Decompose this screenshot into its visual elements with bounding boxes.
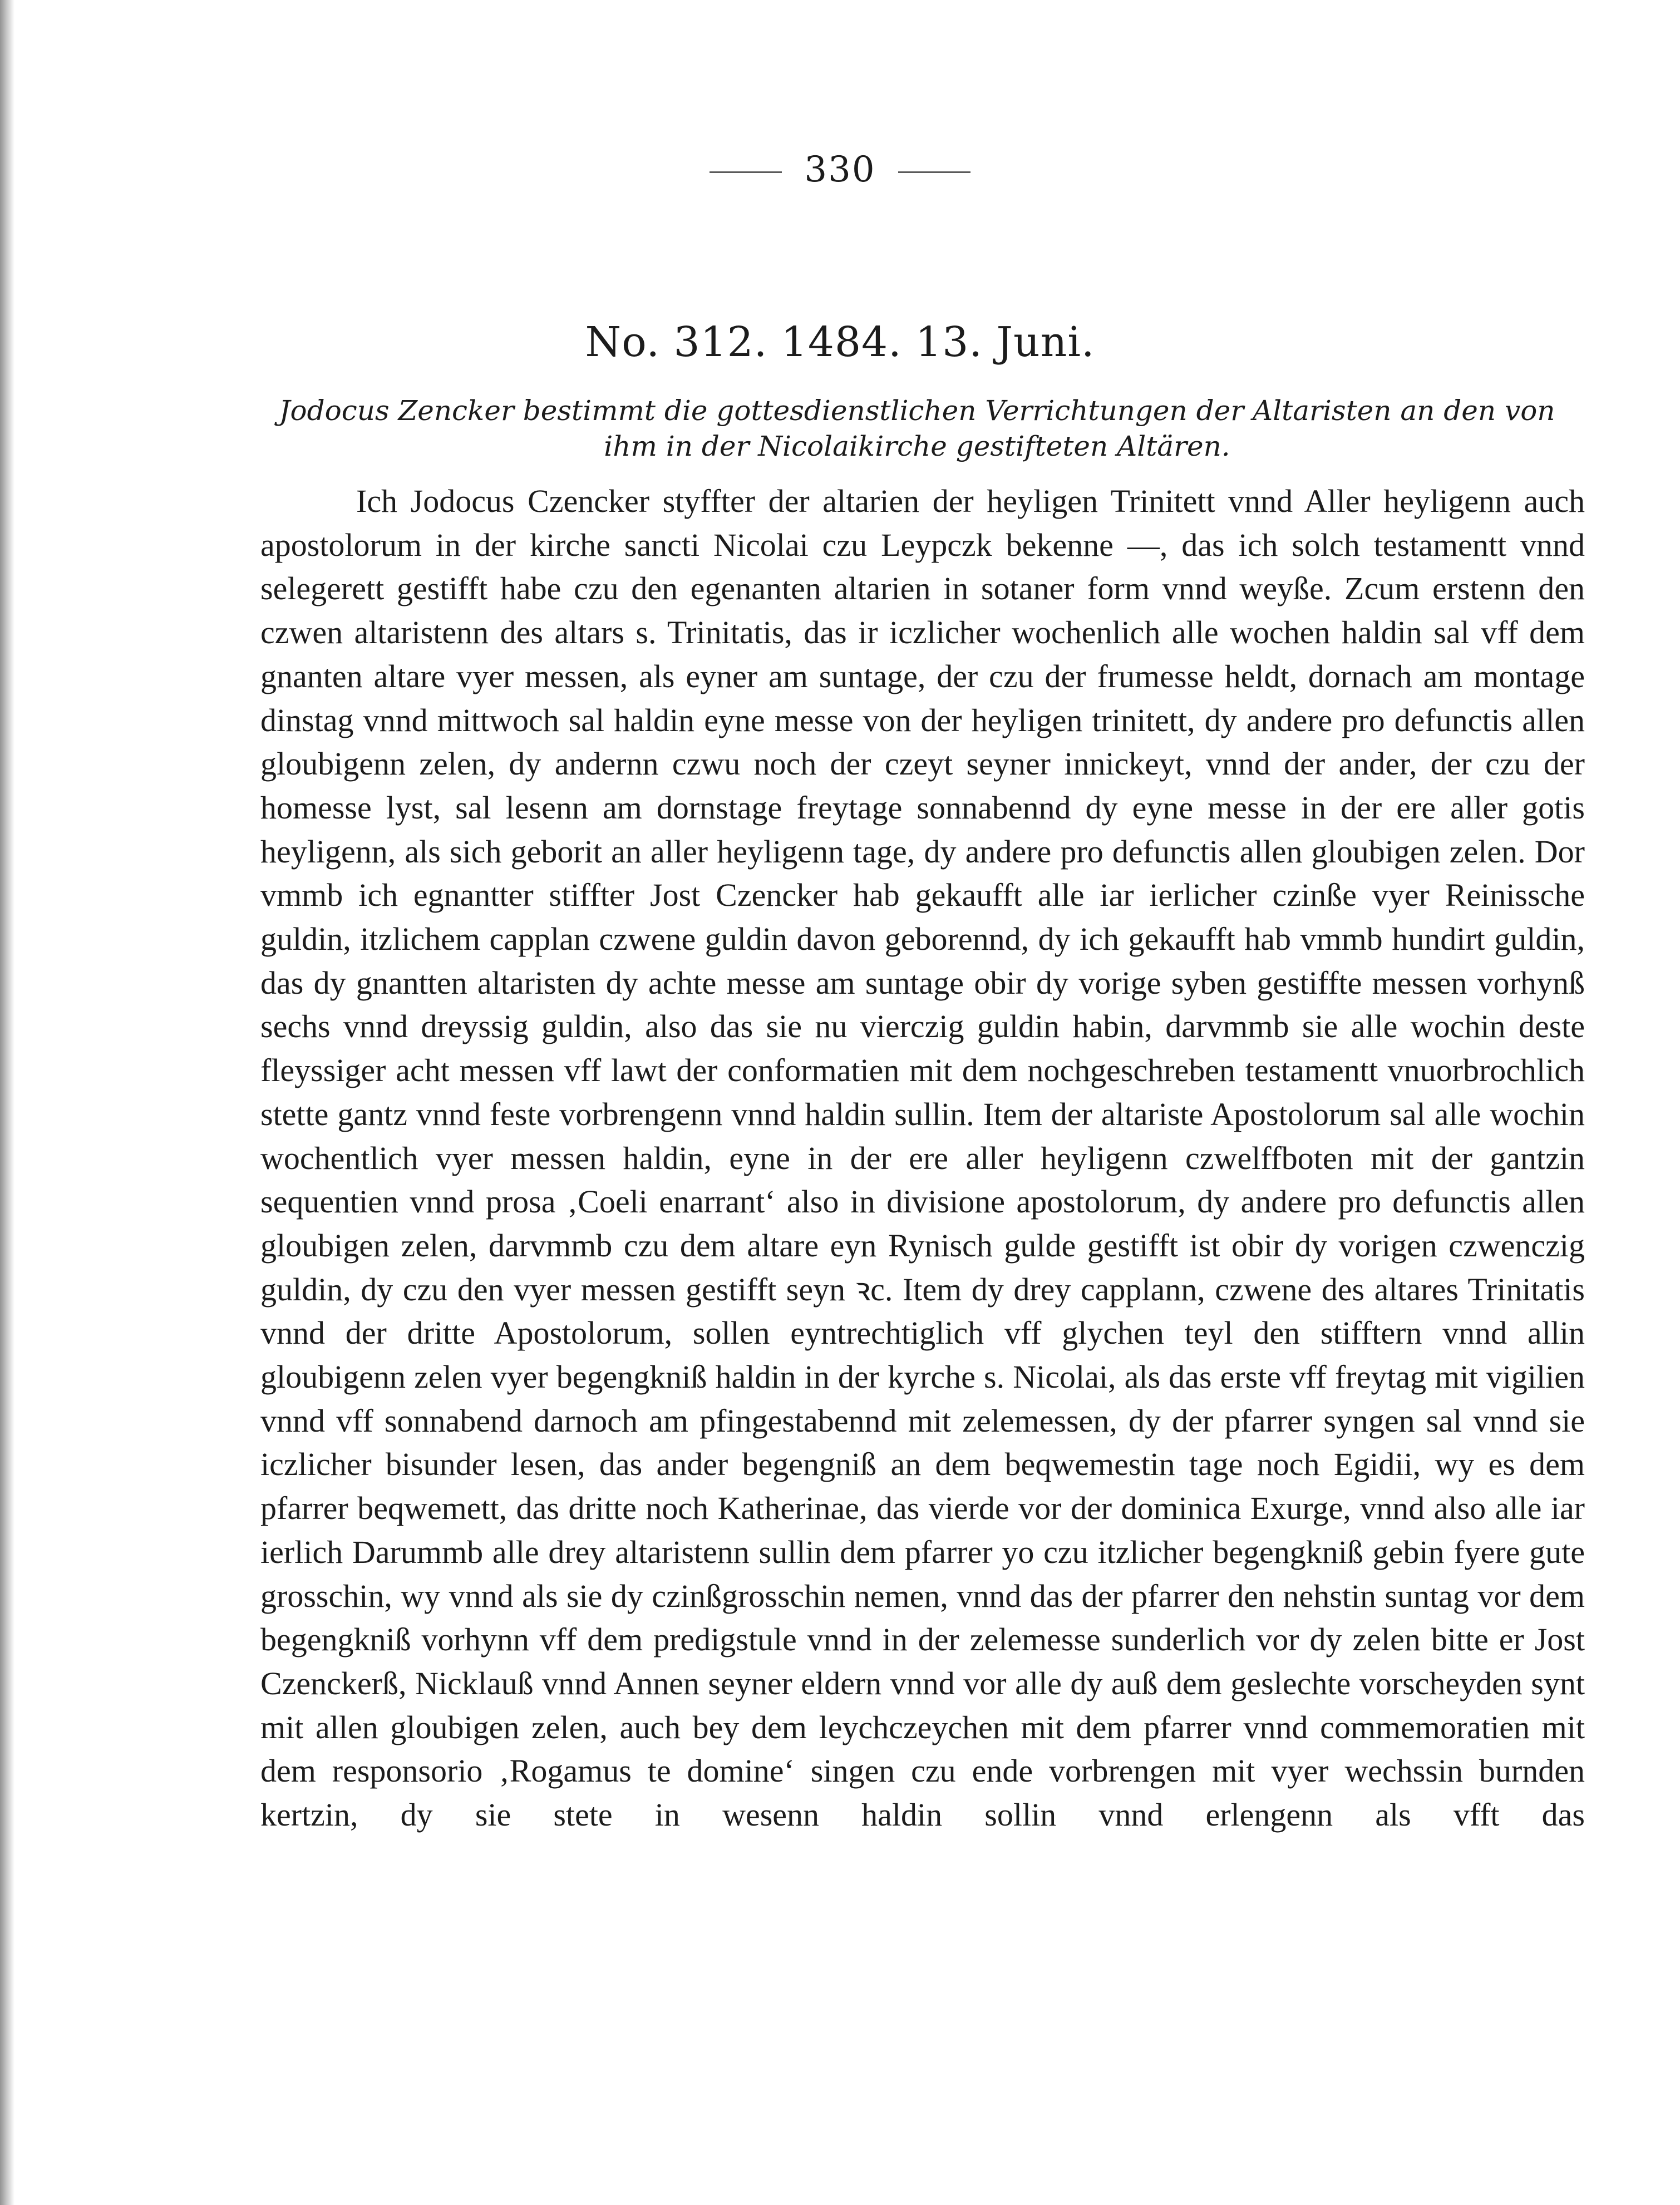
document-summary: Jodocus Zencker bestimmt die gottesdienstlichen Verrichtungen der Altaristen an den von ihm in der Nicolaikirche gestifteten Altären.: [279, 394, 1555, 462]
document-body: Ich Jodocus Czencker styffter der altarien der heyligen Trinitett vnnd Aller heyligenn auch apostolorum in der kirche sancti Nicolai czu Leypczk bekenne —, das ich solch testamentt vnnd selegerett gestifft habe czu den egenanten altarien in sotaner form vnnd weyße. Zcum erstenn den czwen altaristenn des altars s. Trinitatis, das ir iczlicher wochenlich alle wochen haldin sal vff dem gnanten altare vyer messen, als eyner am suntage, der czu der frumesse heldt, dornach am montage dinstag vnnd mittwoch sal haldin eyne messe von der heyligen trinitett, dy andere pro defunctis allen gloubigenn zelen, dy andernn czwu noch der czeyt seyner innickeyt, vnnd der ander, der czu der homesse lyst, sal lesenn am dornstage freytage sonnabennd dy eyne messe in der ere aller gotis heyligenn, als sich geborit an aller heyligenn tage, dy andere pro defunctis allen gloubigen zelen. Dor vmmb ich egnantter stiffter Jost Czencker hab gekaufft alle iar ierlicher czinße vyer Reinissche guldin, itzlichem capplan czwene guldin davon geborennd, dy ich gekaufft hab vmmb hundirt guldin, das dy gnantten altaristen dy achte messe am suntage obir dy vorige syben gestiffte messen vorhynß sechs vnnd dreyssig guldin, also das sie nu vierczig guldin habin, darvmmb sie alle wochin deste fleyssiger acht messen vff lawt der conformatien mit dem nochgeschreben testamentt vnuorbrochlich stette gantz vnnd feste vorbrengenn vnnd haldin sullin. Item der altariste Apostolorum sal alle wochin wochentlich vyer messen haldin, eyne in der ere aller heyligenn czwelffboten mit der gantzin sequentien vnnd prosa ‚Coeli enarrant‘ also in divisione apostolorum, dy andere pro defunctis allen gloubigen zelen, darvmmb czu dem altare eyn Rynisch gulde gestifft ist obir dy vorigen czwenczig guldin, dy czu den vyer messen gestifft seyn ꝛc. Item dy drey capplann, czwene des altares Trinitatis vnnd der dritte Apostolorum, sollen eyntrechtiglich vff glychen teyl den stifftern vnnd allin gloubigenn zelen vyer begengkniß haldin in der kyrche s. Nicolai, als das erste vff freytag mit vigilien vnnd vff sonnabend darnoch am pfingestabennd mit zelemessen, dy der pfarrer syngen sal vnnd sie iczlicher bisunder lesen, das ander begengniß an dem beqwemestin tage noch Egidii, wy es dem pfarrer beqwemett, das dritte noch Katherinae, das vierde vor der dominica Exurge, vnnd also alle iar ierlich Darummb alle drey altaristenn sullin dem pfarrer yo czu itzlicher begengkniß gebin fyere gute grosschin, wy vnnd als sie dy czinßgrosschin nemen, vnnd das der pfarrer den nehstin suntag vor dem begengkniß vorhynn vff dem predigstule vnnd in der zelemesse sunderlich vor dy zelen bitte er Jost Czenckerß, Nicklauß vnnd Annen seyner eldern vnnd vor alle dy auß dem geslechte vorscheyden synt mit allen gloubigen zelen, auch bey dem leychczeychen mit dem pfarrer vnnd commemoratien mit dem responsorio ‚Rogamus te domine‘ singen czu ende vorbrengen mit vyer wechssin burnden kertzin, dy sie stete in wesenn haldin sollin vnnd erlengenn als vfft das: [260, 483, 1585, 1833]
page-number-line: [0, 149, 1680, 190]
document-heading: No. 312. 1484. 13. Juni.: [585, 318, 1095, 366]
page-number-rule-left: [710, 171, 782, 173]
page-number-rule-right: [898, 171, 970, 173]
page-number: 330: [804, 149, 876, 190]
